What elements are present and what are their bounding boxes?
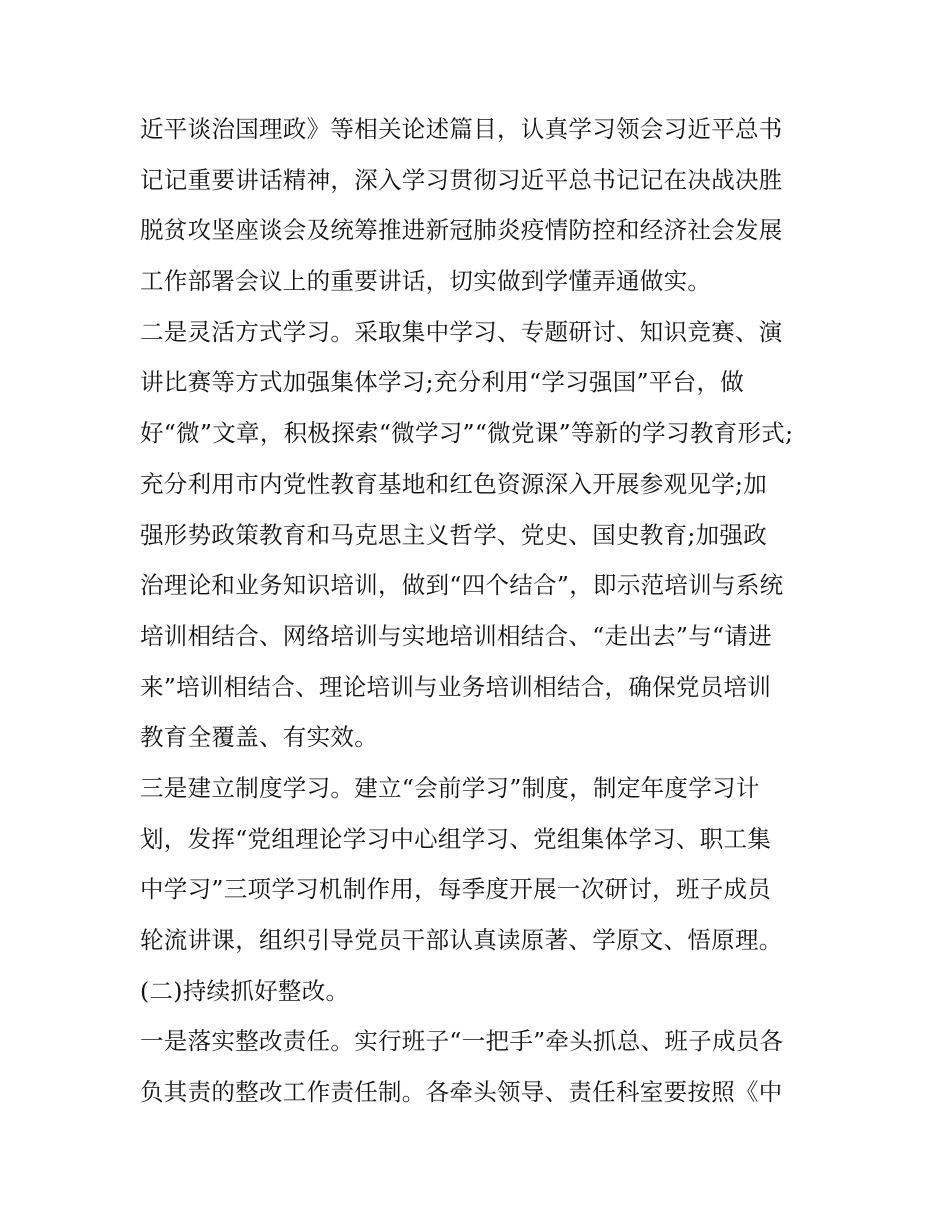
text-line: 讲比赛等方式加强集体学习;充分利用“学习强国”平台，做: [140, 368, 745, 397]
text-line: (二)持续抓好整改。: [140, 976, 350, 1005]
text-line: 负其责的整改工作责任制。各牵头领导、责任科室要按照《中: [140, 1078, 783, 1107]
text-line: 工作部署会议上的重要讲话，切实做到学懂弄通做实。: [140, 267, 712, 296]
text-line: 教育全覆盖、有实效。: [140, 723, 378, 752]
text-line: 二是灵活方式学习。采取集中学习、专题研讨、知识竞赛、演: [140, 317, 783, 346]
text-line: 近平谈治国理政》等相关论述篇目，认真学习领会习近平总书: [140, 115, 783, 143]
text-line: 一是落实整改责任。实行班子“一把手”牵头抓总、班子成员各: [140, 1027, 784, 1056]
text-line: 脱贫攻坚座谈会及统筹推进新冠肺炎疫情防控和经济社会发展: [140, 216, 783, 245]
text-line: 充分利用市内党性教育基地和红色资源深入开展参观见学;加: [140, 469, 768, 498]
text-line: 培训相结合、网络培训与实地培训相结合、“走出去”与“请进: [140, 621, 772, 650]
text-line: 记记重要讲话精神，深入学习贯彻习近平总书记记在决战决胜: [140, 165, 783, 194]
text-line: 来”培训相结合、理论培训与业务培训相结合，确保党员培训: [140, 672, 772, 701]
text-line: 三是建立制度学习。建立“会前学习”制度，制定年度学习计: [140, 773, 760, 802]
text-line: 治理论和业务知识培训，做到“四个结合”，即示范培训与系统: [140, 571, 784, 600]
text-line: 强形势政策教育和马克思主义哲学、党史、国史教育;加强政: [140, 520, 768, 549]
text-line: 轮流讲课，组织引导党员干部认真读原著、学原文、悟原理。: [140, 926, 783, 954]
text-line: 划，发挥“党组理论学习中心组学习、党组集体学习、职工集: [140, 824, 772, 853]
text-line: 好“微”文章，积极探索“微学习”“微党课”等新的学习教育形式;: [140, 419, 794, 448]
body-text: [140, 104, 840, 1118]
text-line: 中学习”三项学习机制作用，每季度开展一次研讨，班子成员: [140, 875, 772, 904]
